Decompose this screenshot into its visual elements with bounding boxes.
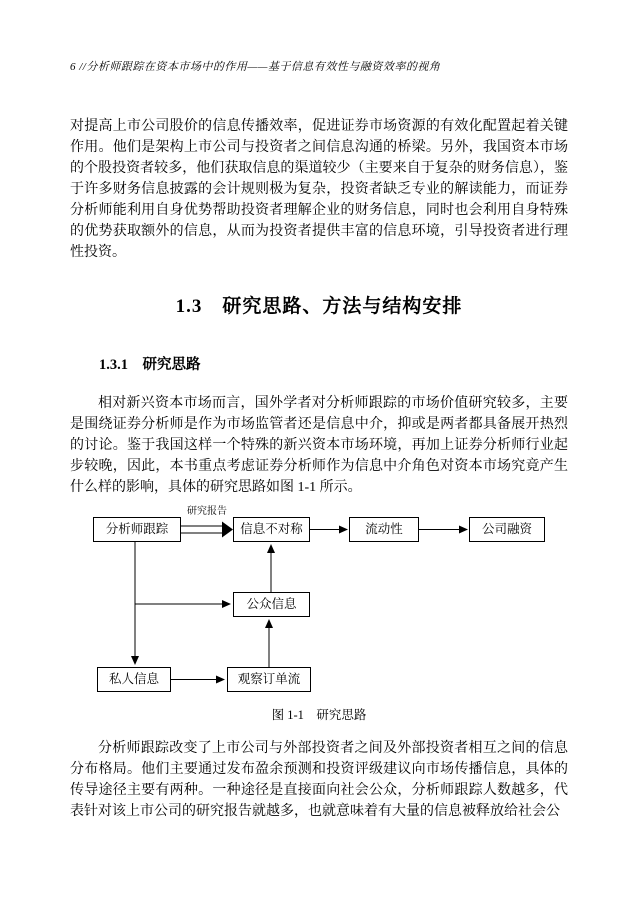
paragraph-2: 相对新兴资本市场而言，国外学者对分析师跟踪的市场价值研究较多，主要是围绕证券分析师是作为市场监管者还是信息中介，抑或是两者都具备展开热烈的讨论。鉴于我国这样一个特殊的新兴资本市场环境，再加上证券分析师行业起步较晚，因此，本书重点考虑证券分析师作为信息中介角色对资本市场究竟产生什么样的影响，具体的研究思路如图 1-1 所示。 (70, 396, 568, 495)
node-order-flow-observation: 观察订单流 (227, 667, 311, 692)
arrowhead (222, 522, 233, 538)
edge-label-research-report: 研究报告 (187, 506, 227, 517)
node-analyst-coverage: 分析师跟踪 (93, 517, 181, 542)
node-liquidity: 流动性 (349, 517, 419, 542)
paragraph-3: 分析师跟踪改变了上市公司与外部投资者之间及外部投资者相互之间的信息分布格局。他们主要通过发布盈余预测和投资评级建议向市场传播信息，具体的传导途径主要有两种。一种途径是直接面向社会公众，分析师跟踪人数越多，代表针对该上市公司的研究报告就越多，也就意味着有大量的信息被释放给社会公 (70, 741, 568, 819)
running-header: 6 //分析师跟踪在资本市场中的作用——基于信息有效性与融资效率的视角 (70, 61, 441, 73)
node-information-asymmetry: 信息不对称 (233, 517, 310, 542)
node-public-information: 公众信息 (233, 592, 310, 617)
node-private-information: 私人信息 (97, 667, 171, 692)
figure-1-1-flowchart (70, 502, 568, 698)
subsection-heading: 1.3.1 研究思路 (99, 357, 201, 373)
node-corporate-financing: 公司融资 (469, 517, 545, 542)
paragraph-1: 对提高上市公司股价的信息传播效率，促进证券市场资源的有效化配置起着关键作用。他们是架构上市公司与投资者之间信息沟通的桥梁。另外，我国资本市场的个股投资者较多，他们获取信息的渠道较少（主要来自于复杂的财务信息），鉴于许多财务信息披露的会计规则极为复杂，投资者缺乏专业的解读能力，而证券分析师能利用自身优势帮助投资者理解企业的财务信息，同时也会利用自身特殊的优势获取额外的信息，从而为投资者提供丰富的信息环境，引导投资者进行理性投资。 (70, 119, 568, 260)
figure-caption: 图 1-1 研究思路 (271, 708, 367, 722)
section-heading: 1.3 研究思路、方法与结构安排 (175, 296, 463, 317)
